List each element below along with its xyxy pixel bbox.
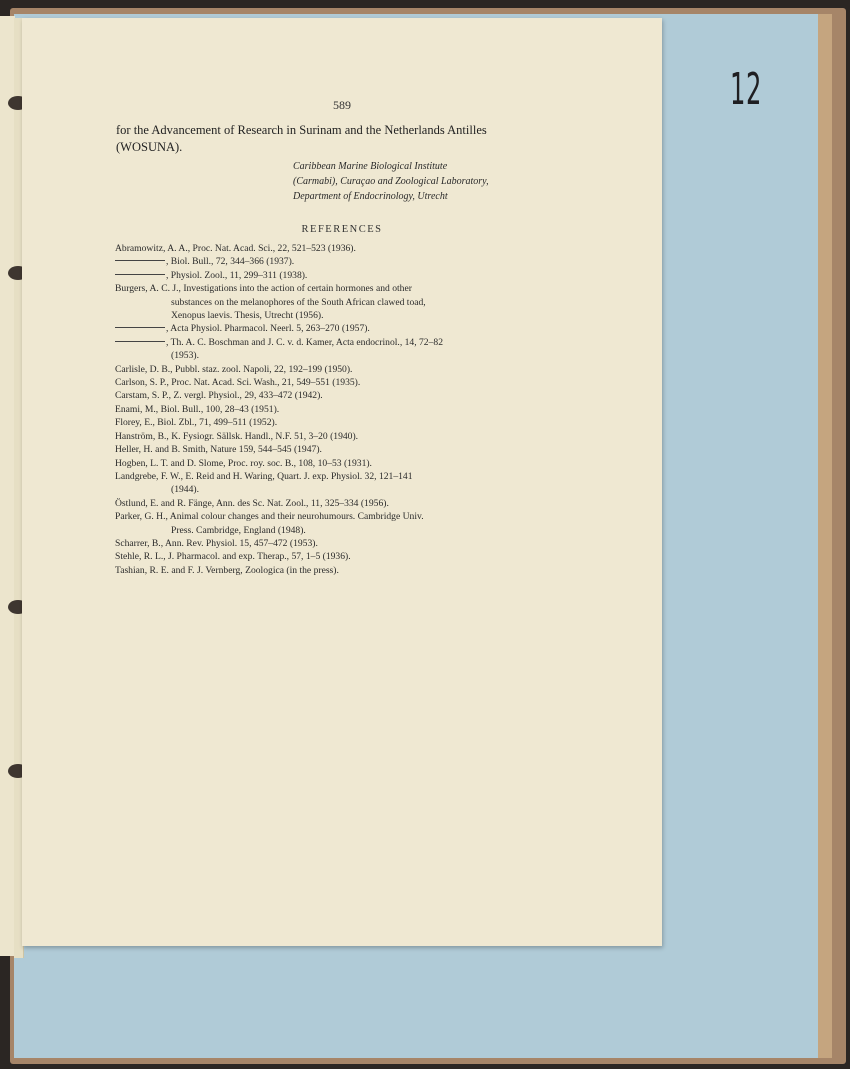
reference-line: Hogben, L. T. and D. Slome, Proc. roy. soc. B., 108, 10–53 (1931). <box>115 457 372 469</box>
reference-line: Parker, G. H., Animal colour changes and their neurohumours. Cambridge Univ. <box>115 511 424 523</box>
reference-line: Tashian, R. E. and F. J. Vernberg, Zoologica (in the press). <box>115 564 339 576</box>
reference-line: (1944). <box>171 484 199 496</box>
reference-line: (1953). <box>171 350 199 362</box>
affiliation <box>293 159 553 204</box>
reference-line: , Th. A. C. Boschman and J. C. v. d. Kamer, Acta endocrinol., 14, 72–82 <box>166 336 443 348</box>
reference-entry <box>116 416 536 429</box>
reference-entry <box>116 443 536 456</box>
ditto-dash <box>115 260 165 261</box>
intro-text: for the Advancement of Research in Surinam and the Netherlands Antilles (WOSUNA). <box>116 123 487 154</box>
reference-line: Hanström, B., K. Fysiogr. Sällsk. Handl., N.F. 51, 3–20 (1940). <box>115 430 359 442</box>
reference-line: substances on the melanophores of the South African clawed toad, <box>171 296 426 308</box>
reference-line: Carstam, S. P., Z. vergl. Physiol., 29, 433–472 (1942). <box>115 390 323 402</box>
reference-line: Burgers, A. C. J., Investigations into the action of certain hormones and other <box>115 283 412 295</box>
affiliation-line: Caribbean Marine Biological Institute <box>293 161 448 172</box>
references-list <box>116 242 536 577</box>
reference-entry <box>116 497 536 510</box>
reference-entry <box>116 363 536 376</box>
reference-entry <box>116 282 536 322</box>
reference-line: Florey, E., Biol. Zbl., 71, 499–511 (1952). <box>115 417 278 429</box>
reference-line: , Acta Physiol. Pharmacol. Neerl. 5, 263–270 (1957). <box>166 323 370 335</box>
ditto-dash <box>115 327 165 328</box>
stamp-number: 12 <box>730 64 762 115</box>
ditto-dash <box>115 274 165 275</box>
page-number: 589 <box>333 98 351 112</box>
references-heading: REFERENCES <box>301 224 383 235</box>
reference-entry <box>116 430 536 443</box>
reference-entry <box>116 389 536 402</box>
reference-line: Press. Cambridge, England (1948). <box>171 524 306 536</box>
reference-line: , Biol. Bull., 72, 344–366 (1937). <box>166 256 295 268</box>
reference-entry <box>116 470 536 497</box>
reference-entry <box>116 564 536 577</box>
reference-entry <box>116 242 536 255</box>
reference-line: Heller, H. and B. Smith, Nature 159, 544–545 (1947). <box>115 444 322 456</box>
reference-line: Enami, M., Biol. Bull., 100, 28–43 (1951). <box>115 403 280 415</box>
reference-entry <box>116 269 536 282</box>
reference-line: Landgrebe, F. W., E. Reid and H. Waring, Quart. J. exp. Physiol. 32, 121–141 <box>115 470 413 482</box>
reference-entry <box>116 322 536 335</box>
reference-line: Scharrer, B., Ann. Rev. Physiol. 15, 457–472 (1953). <box>115 537 318 549</box>
reference-line: Xenopus laevis. Thesis, Utrecht (1956). <box>171 310 324 322</box>
reference-entry <box>116 403 536 416</box>
reference-entry <box>116 510 536 537</box>
reference-entry <box>116 255 536 268</box>
reference-entry <box>116 457 536 470</box>
document-page <box>22 18 662 946</box>
ditto-dash <box>115 341 165 342</box>
reference-line: , Physiol. Zool., 11, 299–311 (1938). <box>166 269 308 281</box>
reference-line: Stehle, R. L., J. Pharmacol. and exp. Therap., 57, 1–5 (1936). <box>115 551 351 563</box>
reference-entry <box>116 336 536 363</box>
reference-entry <box>116 376 536 389</box>
reference-entry <box>116 537 536 550</box>
reference-line: Östlund, E. and R. Fänge, Ann. des Sc. Nat. Zool., 11, 325–334 (1956). <box>115 497 389 509</box>
backing-edge <box>818 14 832 1058</box>
reference-line: Carlisle, D. B., Pubbl. staz. zool. Napoli, 22, 192–199 (1950). <box>115 363 353 375</box>
left-page-edge <box>0 16 15 956</box>
reference-line: Carlson, S. P., Proc. Nat. Acad. Sci. Wash., 21, 549–551 (1935). <box>115 377 361 389</box>
reference-entry <box>116 550 536 563</box>
reference-line: Abramowitz, A. A., Proc. Nat. Acad. Sci., 22, 521–523 (1936). <box>115 243 356 254</box>
affiliation-line: Department of Endocrinology, Utrecht <box>293 191 448 202</box>
affiliation-line: (Carmabi), Curaçao and Zoological Laboratory, <box>293 176 489 187</box>
